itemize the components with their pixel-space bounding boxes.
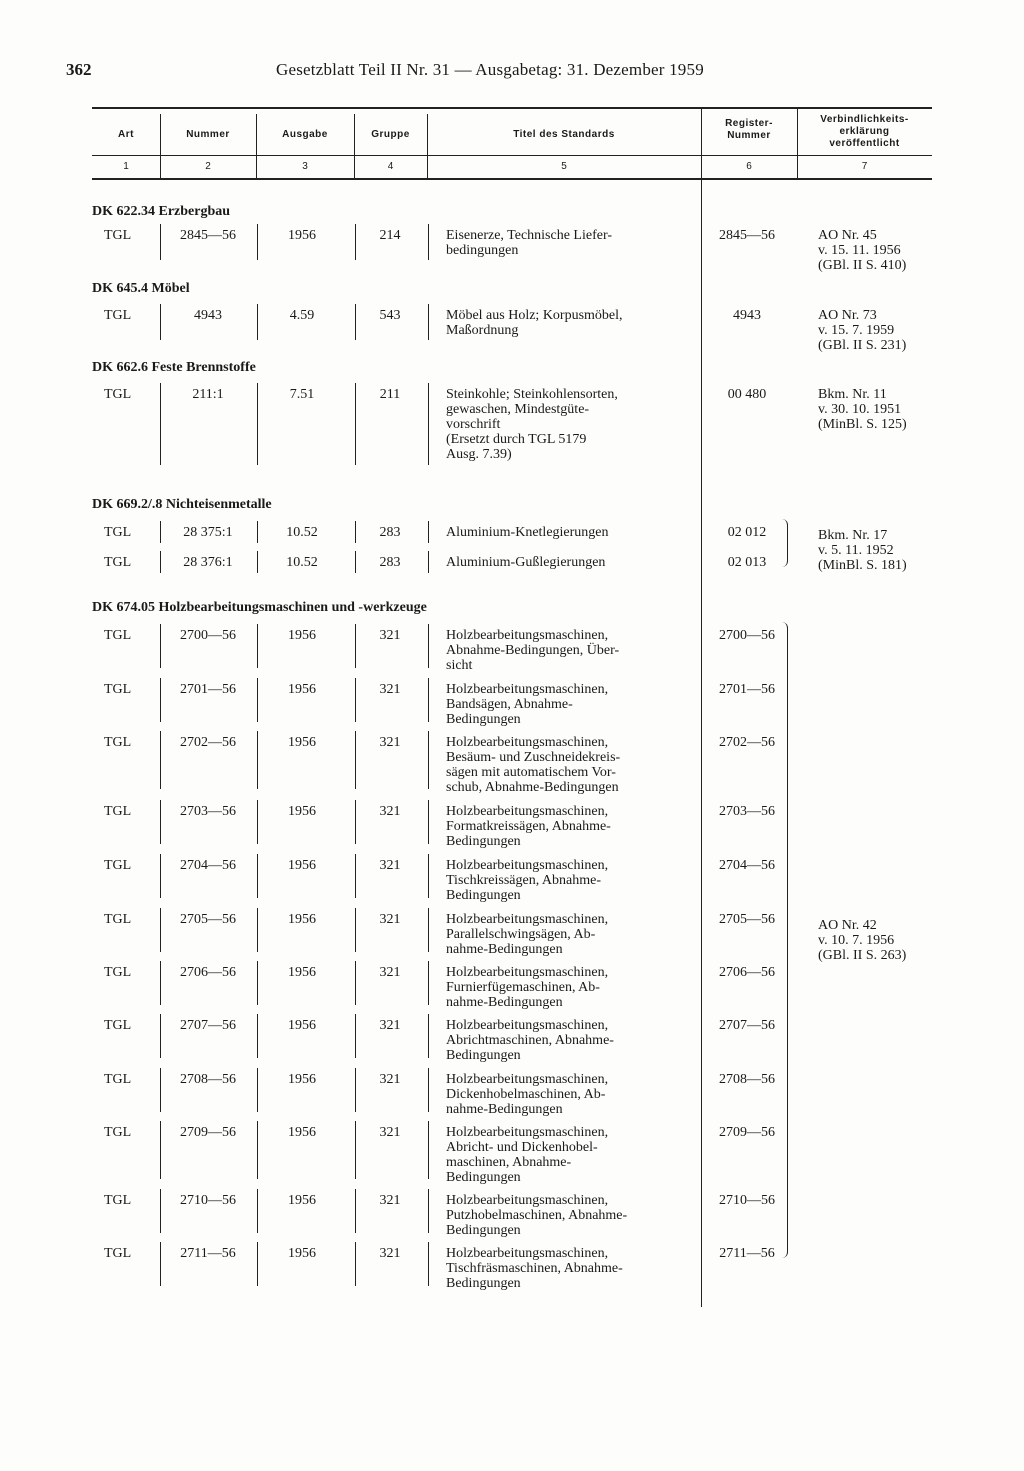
- row-art: TGL: [104, 1125, 132, 1140]
- cell-divider: [160, 1189, 161, 1233]
- row-titel: Holzbearbeitungsmaschinen, Abrichtmaschinen, Abnahme- Bedingungen: [446, 1018, 614, 1063]
- row-art: TGL: [104, 1018, 132, 1033]
- row-ausgabe: 1956: [288, 735, 316, 750]
- row-art: TGL: [104, 228, 132, 243]
- row-nummer: 2700—56: [180, 628, 236, 643]
- row-nummer: 2703—56: [180, 804, 236, 819]
- row-titel: Holzbearbeitungsmaschinen, Formatkreissägen, Abnahme- Bedingungen: [446, 804, 611, 849]
- row-ausgabe: 10.52: [286, 525, 318, 540]
- row-ausgabe: 1956: [288, 804, 316, 819]
- row-titel: Eisenerze, Technische Liefer- bedingungen: [446, 228, 612, 258]
- row-nummer: 4943: [194, 308, 222, 323]
- row-titel: Steinkohle; Steinkohlensorten, gewaschen, Mindestgüte- vorschrift (Ersetzt durch TGL 5179 Ausg. 7.39): [446, 387, 618, 462]
- cell-divider: [355, 1121, 356, 1179]
- section-verbindlichkeit: Bkm. Nr. 17 v. 5. 11. 1952 (MinBl. S. 181): [818, 528, 907, 573]
- row-gruppe: 283: [379, 525, 401, 540]
- cell-divider: [355, 224, 356, 260]
- cell-divider: [355, 1189, 356, 1233]
- row-titel: Holzbearbeitungsmaschinen, Parallelschwingsägen, Ab- nahme-Bedingungen: [446, 912, 609, 957]
- section-heading: DK 674.05 Holzbearbeitungsmaschinen und -werkzeuge: [92, 600, 427, 615]
- row-art: TGL: [104, 387, 132, 402]
- cell-divider: [257, 800, 258, 844]
- column-number: 7: [861, 161, 868, 172]
- row-register: 2707—56: [719, 1018, 775, 1033]
- cell-divider: [160, 521, 161, 543]
- table-top-rule: [92, 107, 932, 109]
- row-gruppe: 321: [379, 1125, 401, 1140]
- cell-divider: [160, 304, 161, 340]
- row-nummer: 2704—56: [180, 858, 236, 873]
- row-titel: Holzbearbeitungsmaschinen, Putzhobelmaschinen, Abnahme- Bedingungen: [446, 1193, 628, 1238]
- row-gruppe: 321: [379, 858, 401, 873]
- row-nummer: 2710—56: [180, 1193, 236, 1208]
- cell-divider: [257, 383, 258, 465]
- cell-divider: [160, 1014, 161, 1058]
- section-heading: DK 622.34 Erzbergbau: [92, 204, 231, 219]
- row-titel: Aluminium-Gußlegierungen: [446, 555, 606, 570]
- cell-divider: [428, 551, 429, 573]
- row-register: 02 012: [727, 525, 767, 540]
- row-register: 2845—56: [719, 228, 775, 243]
- row-art: TGL: [104, 525, 132, 540]
- cell-divider: [257, 1014, 258, 1058]
- cell-divider: [257, 1121, 258, 1179]
- cell-divider: [428, 624, 429, 668]
- cell-divider: [355, 908, 356, 952]
- row-nummer: 2711—56: [180, 1246, 236, 1261]
- row-register: 2708—56: [719, 1072, 775, 1087]
- row-register: 4943: [733, 308, 761, 323]
- column-header: Art: [118, 129, 134, 140]
- row-titel: Holzbearbeitungsmaschinen, Abnahme-Bedingungen, Über- sicht: [446, 628, 620, 673]
- page-title: Gesetzblatt Teil II Nr. 31 — Ausgabetag: 31. Dezember 1959: [276, 60, 704, 79]
- row-register: 2702—56: [719, 735, 775, 750]
- row-art: TGL: [104, 308, 132, 323]
- cell-divider: [257, 551, 258, 573]
- row-art: TGL: [104, 1072, 132, 1087]
- row-nummer: 2701—56: [180, 682, 236, 697]
- row-verbindlichkeit: AO Nr. 73 v. 15. 7. 1959 (GBl. II S. 231): [818, 308, 907, 353]
- cell-divider: [160, 961, 161, 1005]
- row-gruppe: 211: [379, 387, 401, 402]
- grouping-brace: [782, 622, 788, 1258]
- cell-divider: [428, 1014, 429, 1058]
- cell-divider: [428, 521, 429, 543]
- column-header: Nummer: [186, 129, 230, 140]
- row-nummer: 2709—56: [180, 1125, 236, 1140]
- column-number: 2: [205, 161, 211, 172]
- cell-divider: [428, 678, 429, 722]
- row-ausgabe: 1956: [288, 228, 316, 243]
- row-titel: Holzbearbeitungsmaschinen, Tischfräsmaschinen, Abnahme- Bedingungen: [446, 1246, 623, 1291]
- row-gruppe: 321: [379, 1072, 401, 1087]
- row-nummer: 28 375:1: [183, 525, 233, 540]
- row-nummer: 2702—56: [180, 735, 236, 750]
- row-ausgabe: 10.52: [286, 555, 318, 570]
- cell-divider: [257, 731, 258, 789]
- row-titel: Holzbearbeitungsmaschinen, Furnierfügemaschinen, Ab- nahme-Bedingungen: [446, 965, 609, 1010]
- cell-divider: [428, 908, 429, 952]
- row-nummer: 2845—56: [180, 228, 236, 243]
- cell-divider: [355, 1068, 356, 1112]
- cell-divider: [428, 304, 429, 340]
- row-gruppe: 321: [379, 1193, 401, 1208]
- page-number: 362: [66, 60, 92, 79]
- row-gruppe: 321: [379, 912, 401, 927]
- cell-divider: [257, 961, 258, 1005]
- column-number: 3: [302, 161, 308, 172]
- row-ausgabe: 1956: [288, 1018, 316, 1033]
- cell-divider: [160, 1242, 161, 1286]
- row-titel: Möbel aus Holz; Korpusmöbel, Maßordnung: [446, 308, 623, 338]
- cell-divider: [257, 1189, 258, 1233]
- row-register: 2710—56: [719, 1193, 775, 1208]
- cell-divider: [428, 800, 429, 844]
- cell-divider: [257, 854, 258, 898]
- cell-divider: [355, 678, 356, 722]
- row-register: 2700—56: [719, 628, 775, 643]
- cell-divider: [160, 678, 161, 722]
- column-number: 1: [123, 161, 129, 172]
- row-gruppe: 321: [379, 735, 401, 750]
- row-art: TGL: [104, 555, 132, 570]
- cell-divider: [257, 224, 258, 260]
- cell-divider: [160, 624, 161, 668]
- cell-divider: [428, 1121, 429, 1179]
- row-titel: Holzbearbeitungsmaschinen, Bandsägen, Abnahme- Bedingungen: [446, 682, 609, 727]
- row-register: 02 013: [727, 555, 767, 570]
- row-ausgabe: 4.59: [289, 308, 315, 323]
- cell-divider: [428, 854, 429, 898]
- row-art: TGL: [104, 965, 132, 980]
- row-ausgabe: 1956: [288, 912, 316, 927]
- cell-divider: [355, 731, 356, 789]
- row-art: TGL: [104, 858, 132, 873]
- cell-divider: [428, 224, 429, 260]
- row-ausgabe: 1956: [288, 858, 316, 873]
- row-register: 2706—56: [719, 965, 775, 980]
- row-gruppe: 321: [379, 804, 401, 819]
- row-nummer: 2706—56: [180, 965, 236, 980]
- table-head-bottom-rule: [92, 178, 932, 180]
- cell-divider: [355, 800, 356, 844]
- row-art: TGL: [104, 912, 132, 927]
- column-number: 5: [561, 161, 567, 172]
- cell-divider: [257, 908, 258, 952]
- column-header: Titel des Standards: [513, 129, 615, 140]
- row-register: 2705—56: [719, 912, 775, 927]
- cell-divider: [160, 224, 161, 260]
- row-titel: Holzbearbeitungsmaschinen, Dickenhobelmaschinen, Ab- nahme-Bedingungen: [446, 1072, 609, 1117]
- row-ausgabe: 1956: [288, 1193, 316, 1208]
- cell-divider: [257, 1068, 258, 1112]
- row-art: TGL: [104, 628, 132, 643]
- cell-divider: [160, 800, 161, 844]
- row-gruppe: 321: [379, 1018, 401, 1033]
- cell-divider: [160, 1068, 161, 1112]
- row-register: 2703—56: [719, 804, 775, 819]
- row-gruppe: 214: [379, 228, 401, 243]
- table-header-divider: [92, 155, 932, 156]
- column-number: 6: [746, 161, 752, 172]
- cell-divider: [428, 731, 429, 789]
- cell-divider: [355, 624, 356, 668]
- row-verbindlichkeit: AO Nr. 45 v. 15. 11. 1956 (GBl. II S. 410): [818, 228, 907, 273]
- grouping-brace: [782, 519, 788, 567]
- row-art: TGL: [104, 682, 132, 697]
- row-ausgabe: 7.51: [289, 387, 315, 402]
- row-register: 2704—56: [719, 858, 775, 873]
- row-ausgabe: 1956: [288, 965, 316, 980]
- row-gruppe: 321: [379, 965, 401, 980]
- cell-divider: [355, 1014, 356, 1058]
- row-register: 2709—56: [719, 1125, 775, 1140]
- row-titel: Holzbearbeitungsmaschinen, Abricht- und Dickenhobel- maschinen, Abnahme- Bedingungen: [446, 1125, 609, 1185]
- cell-divider: [160, 731, 161, 789]
- row-art: TGL: [104, 1193, 132, 1208]
- cell-divider: [428, 1189, 429, 1233]
- column-header: Register- Nummer: [725, 118, 773, 141]
- row-gruppe: 321: [379, 628, 401, 643]
- section-heading: DK 645.4 Möbel: [92, 281, 190, 296]
- row-register: 2711—56: [719, 1246, 775, 1261]
- col-sep: [701, 107, 702, 1307]
- cell-divider: [355, 961, 356, 1005]
- row-titel: Holzbearbeitungsmaschinen, Tischkreissägen, Abnahme- Bedingungen: [446, 858, 609, 903]
- cell-divider: [257, 304, 258, 340]
- row-ausgabe: 1956: [288, 628, 316, 643]
- cell-divider: [355, 1242, 356, 1286]
- section-heading: DK 669.2/.8 Nichteisenmetalle: [92, 497, 272, 512]
- cell-divider: [257, 678, 258, 722]
- cell-divider: [355, 383, 356, 465]
- row-gruppe: 321: [379, 1246, 401, 1261]
- cell-divider: [355, 521, 356, 543]
- row-gruppe: 283: [379, 555, 401, 570]
- row-ausgabe: 1956: [288, 1246, 316, 1261]
- row-nummer: 2707—56: [180, 1018, 236, 1033]
- section-heading: DK 662.6 Feste Brennstoffe: [92, 360, 256, 375]
- row-ausgabe: 1956: [288, 1072, 316, 1087]
- row-art: TGL: [104, 1246, 132, 1261]
- row-ausgabe: 1956: [288, 682, 316, 697]
- cell-divider: [160, 1121, 161, 1179]
- row-nummer: 28 376:1: [183, 555, 233, 570]
- section-verbindlichkeit: AO Nr. 42 v. 10. 7. 1956 (GBl. II S. 263): [818, 918, 907, 963]
- row-gruppe: 543: [379, 308, 401, 323]
- cell-divider: [428, 1068, 429, 1112]
- row-nummer: 2705—56: [180, 912, 236, 927]
- row-nummer: 2708—56: [180, 1072, 236, 1087]
- column-header: Verbindlichkeits- erklärung veröffentlicht: [820, 114, 909, 149]
- row-titel: Aluminium-Knetlegierungen: [446, 525, 609, 540]
- row-art: TGL: [104, 735, 132, 750]
- cell-divider: [355, 551, 356, 573]
- row-art: TGL: [104, 804, 132, 819]
- cell-divider: [257, 1242, 258, 1286]
- cell-divider: [428, 961, 429, 1005]
- row-gruppe: 321: [379, 682, 401, 697]
- cell-divider: [428, 1242, 429, 1286]
- row-titel: Holzbearbeitungsmaschinen, Besäum- und Zuschneidekreis- sägen mit automatischem Vor- schub, Abnahme-Bedingungen: [446, 735, 621, 795]
- row-verbindlichkeit: Bkm. Nr. 11 v. 30. 10. 1951 (MinBl. S. 125): [818, 387, 907, 432]
- cell-divider: [428, 383, 429, 465]
- cell-divider: [355, 854, 356, 898]
- cell-divider: [257, 521, 258, 543]
- column-header: Gruppe: [371, 129, 410, 140]
- row-register: 00 480: [727, 387, 767, 402]
- cell-divider: [160, 551, 161, 573]
- column-number: 4: [387, 161, 394, 172]
- row-ausgabe: 1956: [288, 1125, 316, 1140]
- column-header: Ausgabe: [282, 129, 328, 140]
- row-register: 2701—56: [719, 682, 775, 697]
- row-nummer: 211:1: [192, 387, 224, 402]
- cell-divider: [160, 854, 161, 898]
- cell-divider: [160, 383, 161, 465]
- cell-divider: [355, 304, 356, 340]
- cell-divider: [160, 908, 161, 952]
- cell-divider: [257, 624, 258, 668]
